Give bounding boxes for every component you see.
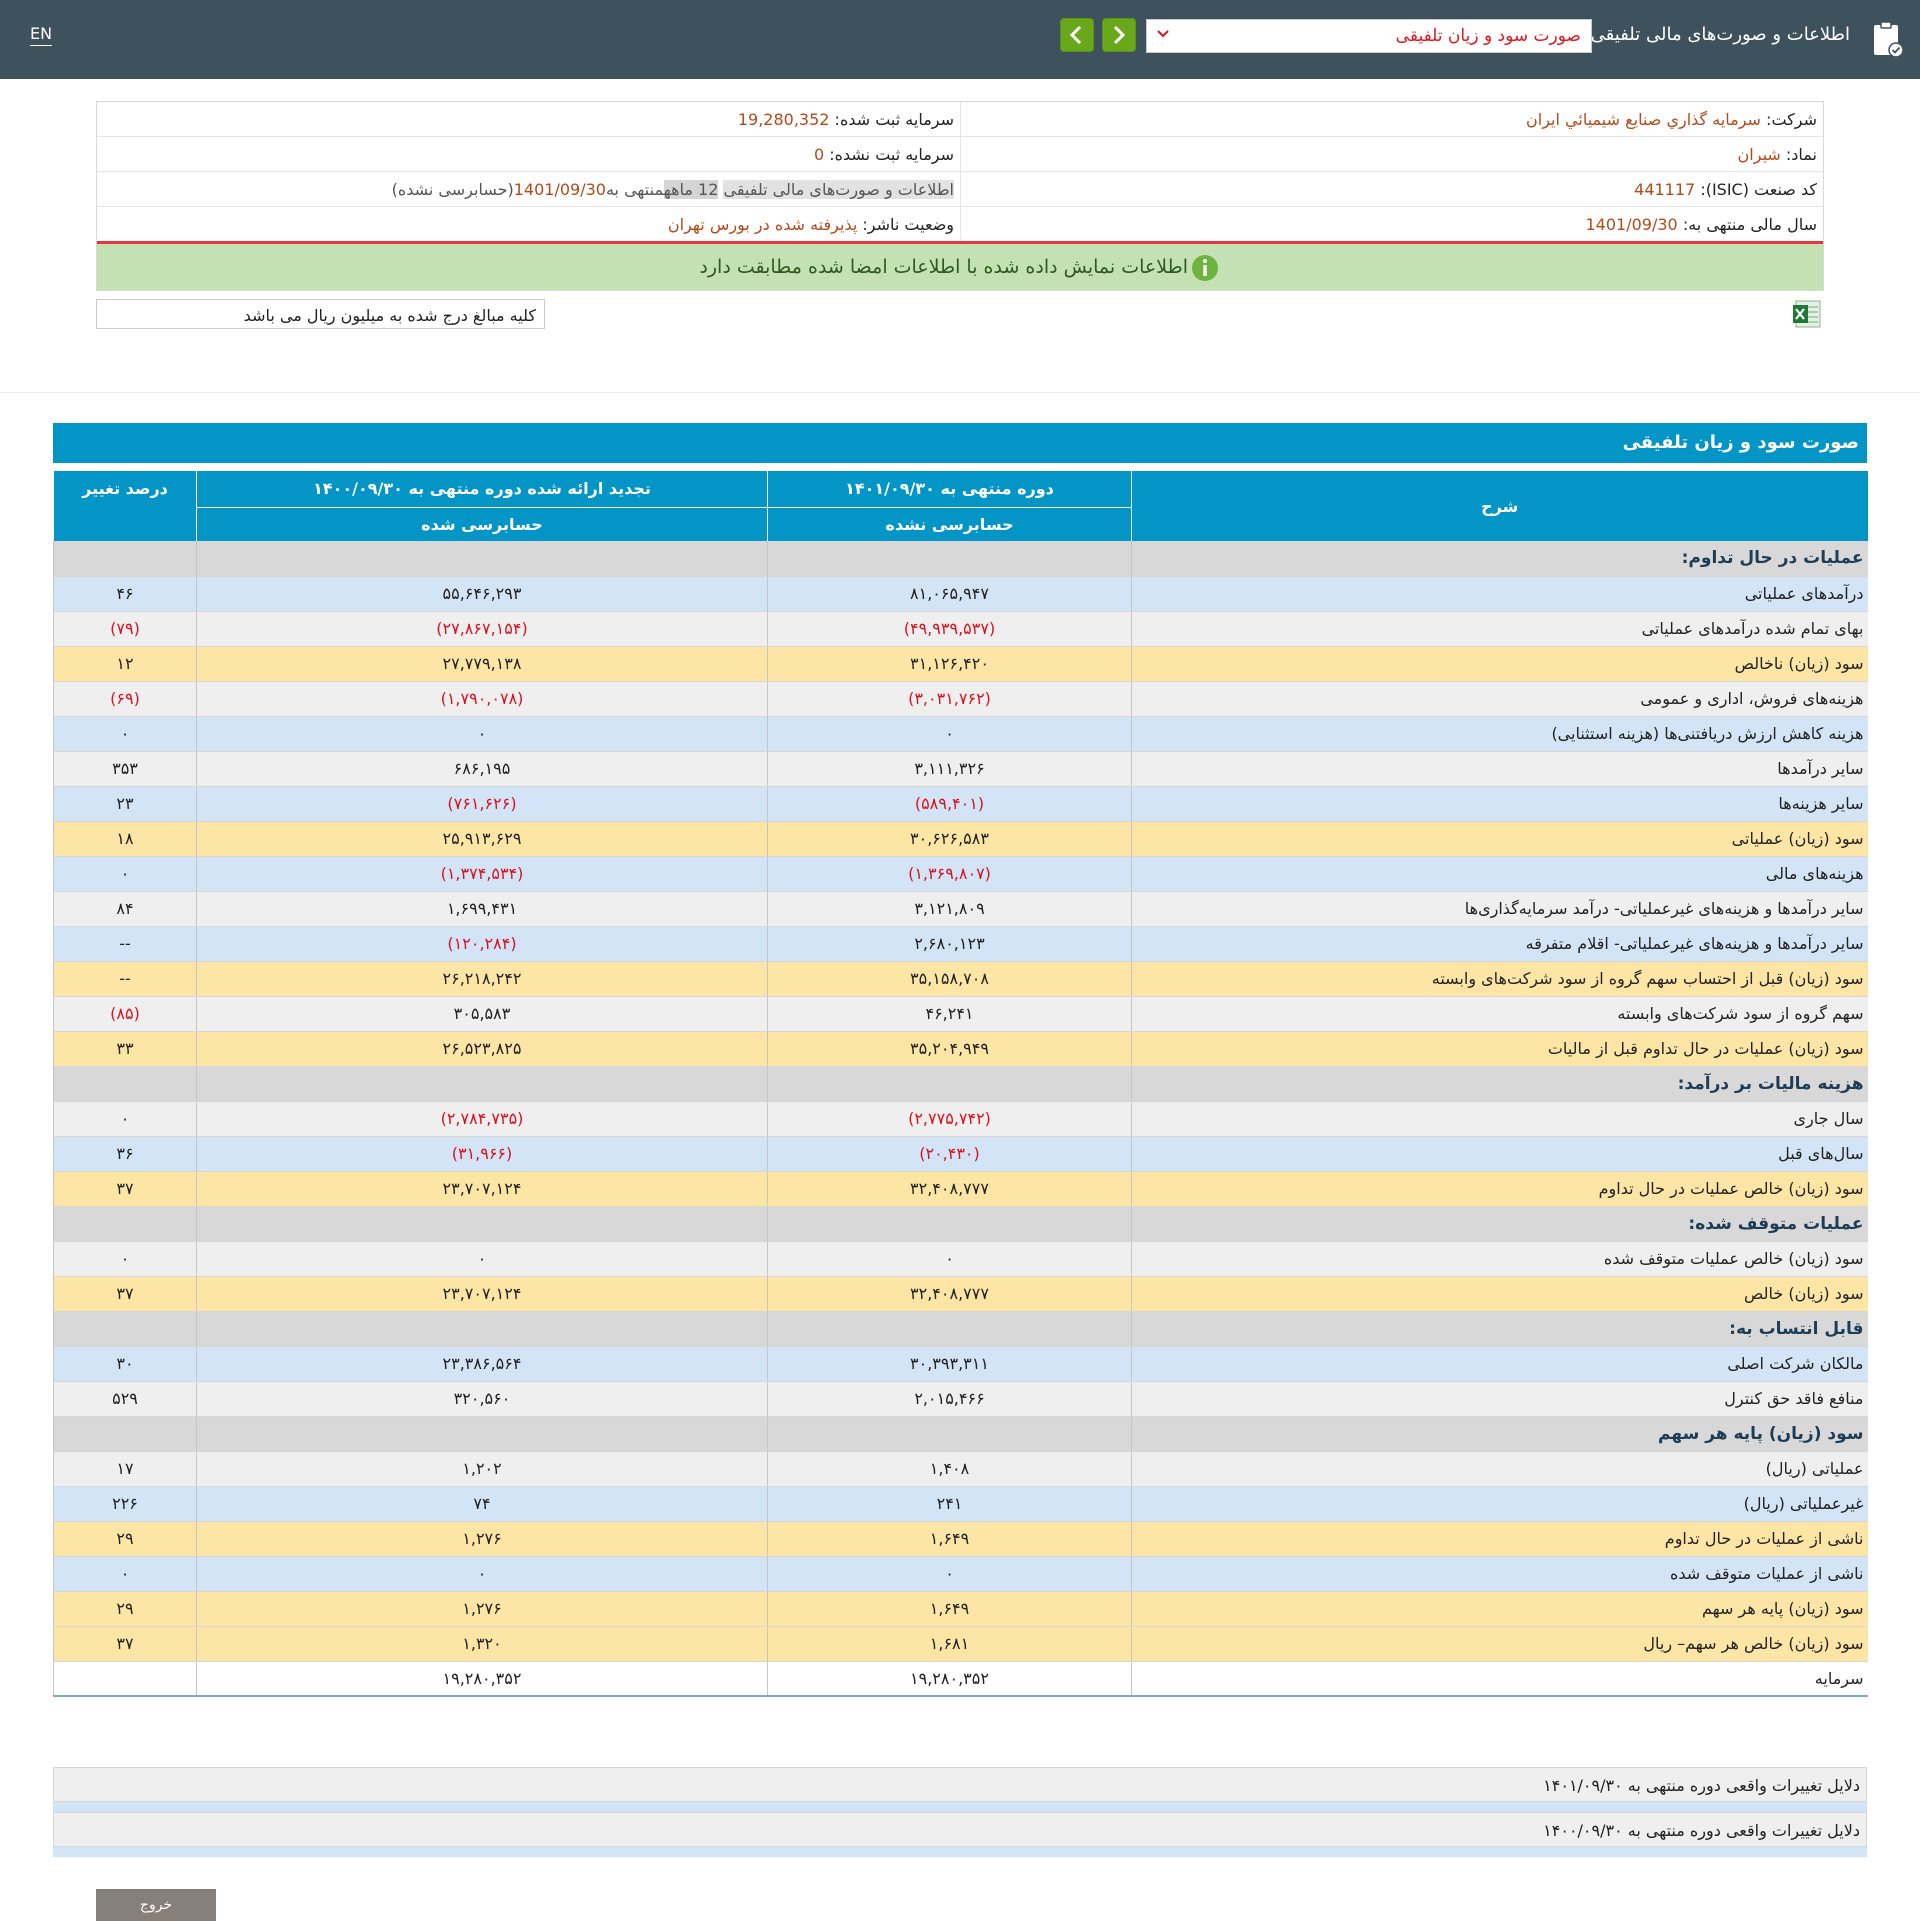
row-current-value: (۴۹,۹۳۹,۵۳۷) (768, 611, 1132, 646)
row-current-value: ۰ (768, 1556, 1132, 1591)
row-change-percent: ۵۲۹ (54, 1381, 197, 1416)
row-current-value: ۱۹,۲۸۰,۳۵۲ (768, 1661, 1132, 1696)
row-prior-value: ۶۸۶,۱۹۵ (197, 751, 768, 786)
table-row (54, 1451, 1868, 1486)
row-prior-value: ۱,۲۰۲ (197, 1451, 768, 1486)
row-current-value: (۳,۰۳۱,۷۶۲) (768, 681, 1132, 716)
row-desc: درآمدهای عملیاتی (1132, 576, 1868, 611)
info-row (97, 172, 1823, 207)
registered-capital-wrap (738, 110, 954, 129)
header-change: درصد تغییر (54, 471, 197, 541)
row-prior-value: ۳۲۰,۵۶۰ (197, 1381, 768, 1416)
report-type-select[interactable] (1146, 19, 1592, 53)
row-prior-value: ۰ (197, 1241, 768, 1276)
row-desc: سود (زیان) قبل از احتساب سهم گروه از سود شرکت‌های وابسته (1132, 961, 1868, 996)
row-desc: ناشی از عملیات در حال تداوم (1132, 1521, 1868, 1556)
row-current-value: ۱,۶۴۹ (768, 1521, 1132, 1556)
company-value[interactable]: سرمايه گذاري صنايع شيميائي ايران (1526, 110, 1761, 129)
report-description-cell (97, 172, 960, 206)
row-current-value (768, 1206, 1132, 1241)
table-title: صورت سود و زیان تلفیقی (1622, 432, 1859, 453)
unit-note: کلیه مبالغ درج شده به میلیون ریال می باشد (243, 306, 536, 325)
row-change-percent: (۷۹) (54, 611, 197, 646)
company-label-wrap (1526, 110, 1817, 129)
chevron-right-icon (1110, 25, 1128, 45)
row-desc: سود (زیان) خالص هر سهم– ریال (1132, 1626, 1868, 1661)
row-desc: سال جاری (1132, 1101, 1868, 1136)
info-row (97, 137, 1823, 172)
row-desc: عملیات متوقف شده: (1132, 1206, 1868, 1241)
signature-match-text: اطلاعات نمایش داده شده با اطلاعات امضا شده مطابقت دارد (699, 256, 1188, 278)
row-change-percent (54, 1416, 197, 1451)
isic-value: 441117 (1634, 180, 1696, 199)
isic-label: کد صنعت (ISIC): (1700, 180, 1817, 199)
row-prior-value: ۲۶,۵۲۳,۸۲۵ (197, 1031, 768, 1066)
income-statement-table (53, 471, 1868, 1697)
reason-current-row (53, 1767, 1867, 1802)
table-row (54, 611, 1868, 646)
info-row (97, 102, 1823, 137)
header-current: دوره منتهی به ۱۴۰۱/۰۹/۳۰ (768, 471, 1132, 507)
table-row (54, 1661, 1868, 1696)
header-desc: شرح (1132, 471, 1868, 541)
company-label: شرکت: (1766, 110, 1817, 129)
row-current-value: ۳,۱۲۱,۸۰۹ (768, 891, 1132, 926)
row-change-percent: (۶۹) (54, 681, 197, 716)
table-row (54, 1101, 1868, 1136)
row-desc: قابل انتساب به: (1132, 1311, 1868, 1346)
table-row (54, 856, 1868, 891)
report-type-selected: صورت سود و زیان تلفیقی (1395, 26, 1581, 46)
row-desc: هزینه‌های مالی (1132, 856, 1868, 891)
header-current-status: حسابرسی نشده (768, 507, 1132, 541)
row-change-percent (54, 541, 197, 576)
registered-capital-label: سرمایه ثبت شده: (834, 110, 954, 129)
company-cell (960, 102, 1823, 136)
signature-match-banner (97, 244, 1823, 290)
table-row (54, 891, 1868, 926)
row-desc: عملیات در حال تداوم: (1132, 541, 1868, 576)
header-prior: تجدید ارائه شده دوره منتهی به ۱۴۰۰/۰۹/۳۰ (197, 471, 768, 507)
row-current-value: ۳,۱۱۱,۳۲۶ (768, 751, 1132, 786)
header-prior-status: حسابرسی شده (197, 507, 768, 541)
section-header-row (54, 541, 1868, 576)
fiscal-year-cell (960, 207, 1823, 241)
row-prior-value: ۱,۲۷۶ (197, 1521, 768, 1556)
row-desc: سهم گروه از سود شرکت‌های وابسته (1132, 996, 1868, 1031)
row-current-value: (۵۸۹,۴۰۱) (768, 786, 1132, 821)
row-prior-value: ۱,۳۲۰ (197, 1626, 768, 1661)
section-header-row (54, 1206, 1868, 1241)
table-row (54, 1276, 1868, 1311)
row-desc: سایر درآمدها (1132, 751, 1868, 786)
table-body (54, 541, 1868, 1696)
row-change-percent: ۳۵۳ (54, 751, 197, 786)
report-desc-status: (حسابرسی نشده) (391, 180, 514, 199)
table-row (54, 1556, 1868, 1591)
row-desc: سود (زیان) خالص عملیات متوقف شده (1132, 1241, 1868, 1276)
row-change-percent: -- (54, 961, 197, 996)
row-change-percent: ۰ (54, 1556, 197, 1591)
row-change-percent: ۱۷ (54, 1451, 197, 1486)
isic-cell (960, 172, 1823, 206)
table-row (54, 646, 1868, 681)
row-prior-value: (۳۱,۹۶۶) (197, 1136, 768, 1171)
row-prior-value (197, 1416, 768, 1451)
table-row (54, 821, 1868, 856)
unregistered-capital-value: 0 (813, 145, 825, 164)
reason-current-body (53, 1802, 1867, 1812)
row-desc: هزینه مالیات بر درآمد: (1132, 1066, 1868, 1101)
row-change-percent: ۱۲ (54, 646, 197, 681)
reason-prior-body (53, 1847, 1867, 1857)
row-desc: سود (زیان) ناخالص (1132, 646, 1868, 681)
row-change-percent: ۲۲۶ (54, 1486, 197, 1521)
reason-prior-row (53, 1812, 1867, 1847)
row-prior-value: ۲۳,۷۰۷,۱۲۴ (197, 1171, 768, 1206)
row-prior-value: ۵۵,۶۴۶,۲۹۳ (197, 576, 768, 611)
row-prior-value: (۷۶۱,۶۲۶) (197, 786, 768, 821)
table-row (54, 716, 1868, 751)
row-desc: سرمایه (1132, 1661, 1868, 1696)
row-current-value: ۱,۴۰۸ (768, 1451, 1132, 1486)
row-current-value: (۱,۳۶۹,۸۰۷) (768, 856, 1132, 891)
row-desc: سود (زیان) پایه هر سهم (1132, 1591, 1868, 1626)
row-prior-value (197, 1311, 768, 1346)
row-prior-value: ۱,۶۹۹,۴۳۱ (197, 891, 768, 926)
table-row (54, 786, 1868, 821)
row-change-percent (54, 1311, 197, 1346)
row-desc: مالکان شرکت اصلی (1132, 1346, 1868, 1381)
reason-prior: دلایل تغییرات واقعی دوره منتهی به ۱۴۰۰/۰۹/۳۰ (1543, 1821, 1860, 1840)
row-current-value (768, 1416, 1132, 1451)
row-change-percent: ۳۶ (54, 1136, 197, 1171)
fiscal-year-value: 1401/09/30 (1585, 215, 1678, 234)
row-current-value: ۲۴۱ (768, 1486, 1132, 1521)
row-desc: منافع فاقد حق کنترل (1132, 1381, 1868, 1416)
row-prior-value: (۲,۷۸۴,۷۳۵) (197, 1101, 768, 1136)
table-row (54, 1241, 1868, 1276)
registered-capital-cell (97, 102, 960, 136)
publisher-status-value: پذیرفته شده در بورس تهران (667, 215, 858, 234)
table-row (54, 1381, 1868, 1416)
row-prior-value: (۱۲۰,۲۸۴) (197, 926, 768, 961)
unregistered-capital-wrap (814, 145, 954, 164)
row-current-value: (۲۰,۴۳۰) (768, 1136, 1132, 1171)
symbol-label: نماد: (1785, 145, 1817, 164)
row-current-value: (۲,۷۷۵,۷۴۲) (768, 1101, 1132, 1136)
row-current-value: ۲,۰۱۵,۴۶۶ (768, 1381, 1132, 1416)
publisher-status-cell (97, 207, 960, 241)
row-current-value: ۲,۶۸۰,۱۲۳ (768, 926, 1132, 961)
symbol-value[interactable]: شيران (1737, 145, 1781, 164)
row-desc: هزینه کاهش ارزش دریافتنی‌ها (هزینه استثنایی) (1132, 716, 1868, 751)
row-change-percent: ۲۹ (54, 1591, 197, 1626)
publisher-status-label: وضعیت ناشر: (862, 215, 954, 234)
row-prior-value (197, 1066, 768, 1101)
reason-current: دلایل تغییرات واقعی دوره منتهی به ۱۴۰۱/۰۹/۳۰ (1543, 1776, 1860, 1795)
row-change-percent: ۲۳ (54, 786, 197, 821)
exit-button[interactable]: خروج (96, 1889, 216, 1921)
clipboard-check-icon (1872, 20, 1904, 58)
row-change-percent: ۳۰ (54, 1346, 197, 1381)
table-row (54, 1346, 1868, 1381)
row-prior-value: ۲۶,۲۱۸,۲۴۲ (197, 961, 768, 996)
row-change-percent: ۰ (54, 1101, 197, 1136)
report-desc-b: 12 ماهه (663, 180, 719, 199)
symbol-cell (960, 137, 1823, 171)
row-change-percent (54, 1066, 197, 1101)
isic-wrap (1634, 180, 1817, 199)
company-info-box (96, 101, 1824, 291)
report-description (392, 180, 954, 199)
row-change-percent: ۳۷ (54, 1276, 197, 1311)
prev-report-button[interactable] (1060, 18, 1094, 52)
row-change-percent: ۴۶ (54, 576, 197, 611)
row-prior-value: ۲۳,۷۰۷,۱۲۴ (197, 1276, 768, 1311)
row-prior-value: ۰ (197, 716, 768, 751)
top-bar (0, 0, 1920, 79)
row-prior-value: ۲۷,۷۷۹,۱۳۸ (197, 646, 768, 681)
row-current-value: ۳۰,۶۲۶,۵۸۳ (768, 821, 1132, 856)
row-current-value: ۰ (768, 716, 1132, 751)
report-desc-a: اطلاعات و صورت‌های مالی تلفیقی (723, 180, 954, 199)
row-desc: غیرعملیاتی (ریال) (1132, 1486, 1868, 1521)
row-change-percent: (۸۵) (54, 996, 197, 1031)
report-desc-c: منتهی به (605, 180, 664, 199)
row-desc: سود (زیان) خالص عملیات در حال تداوم (1132, 1171, 1868, 1206)
info-row (97, 207, 1823, 241)
row-change-percent: ۰ (54, 1241, 197, 1276)
symbol-wrap (1738, 145, 1817, 164)
row-current-value (768, 541, 1132, 576)
fiscal-year-wrap (1586, 215, 1818, 234)
row-prior-value (197, 541, 768, 576)
spacer (53, 463, 1867, 471)
table-row (54, 576, 1868, 611)
chevron-down-icon (1155, 26, 1171, 42)
row-change-percent: ۳۷ (54, 1171, 197, 1206)
row-current-value: ۳۱,۱۲۶,۴۲۰ (768, 646, 1132, 681)
registered-capital-value: 19,280,352 (737, 110, 830, 129)
table-row (54, 1486, 1868, 1521)
table-title-bar (53, 423, 1867, 463)
row-desc: هزینه‌های فروش، اداری و عمومی (1132, 681, 1868, 716)
row-prior-value: ۷۴ (197, 1486, 768, 1521)
row-desc: سود (زیان) پایه هر سهم (1132, 1416, 1868, 1451)
row-current-value: ۱,۶۴۹ (768, 1591, 1132, 1626)
row-current-value: ۳۵,۲۰۴,۹۴۹ (768, 1031, 1132, 1066)
row-current-value: ۳۵,۱۵۸,۷۰۸ (768, 961, 1132, 996)
income-statement (53, 423, 1867, 1697)
row-prior-value: ۲۵,۹۱۳,۶۲۹ (197, 821, 768, 856)
page-title: اطلاعات و صورت‌های مالی تلفیقی (1590, 24, 1850, 45)
row-change-percent (54, 1206, 197, 1241)
row-current-value: ۱,۶۸۱ (768, 1626, 1132, 1661)
section-header-row (54, 1311, 1868, 1346)
row-desc: سود (زیان) عملیات در حال تداوم قبل از مالیات (1132, 1031, 1868, 1066)
row-prior-value: ۲۳,۳۸۶,۵۶۴ (197, 1346, 768, 1381)
row-desc: سایر هزینه‌ها (1132, 786, 1868, 821)
row-change-percent: ۰ (54, 856, 197, 891)
row-change-percent: ۲۹ (54, 1521, 197, 1556)
table-row (54, 1521, 1868, 1556)
fiscal-year-label: سال مالی منتهی به: (1682, 215, 1817, 234)
row-current-value (768, 1066, 1132, 1101)
row-change-percent: ۱۸ (54, 821, 197, 856)
unregistered-capital-cell (97, 137, 960, 171)
row-desc: بهای تمام شده درآمدهای عملیاتی (1132, 611, 1868, 646)
report-desc-date: 1401/09/30 (513, 180, 606, 199)
publisher-status-wrap (668, 215, 954, 234)
row-desc: سود (زیان) عملیاتی (1132, 821, 1868, 856)
table-row (54, 1626, 1868, 1661)
language-toggle[interactable]: EN (30, 24, 52, 46)
row-change-percent (54, 1661, 197, 1696)
section-header-row (54, 1066, 1868, 1101)
row-prior-value: (۱,۳۷۴,۵۳۴) (197, 856, 768, 891)
table-row (54, 961, 1868, 996)
table-row (54, 926, 1868, 961)
row-prior-value (197, 1206, 768, 1241)
section-header-row (54, 1416, 1868, 1451)
row-change-percent: ۰ (54, 716, 197, 751)
row-prior-value: ۱,۲۷۶ (197, 1591, 768, 1626)
row-desc: سال‌های قبل (1132, 1136, 1868, 1171)
row-change-percent: ۳۳ (54, 1031, 197, 1066)
unregistered-capital-label: سرمایه ثبت نشده: (829, 145, 954, 164)
row-current-value: ۰ (768, 1241, 1132, 1276)
row-current-value: ۳۲,۴۰۸,۷۷۷ (768, 1171, 1132, 1206)
row-prior-value: ۱۹,۲۸۰,۳۵۲ (197, 1661, 768, 1696)
table-row (54, 996, 1868, 1031)
row-prior-value: ۳۰۵,۵۸۳ (197, 996, 768, 1031)
row-desc: ناشی از عملیات متوقف شده (1132, 1556, 1868, 1591)
table-row (54, 1591, 1868, 1626)
row-current-value: ۴۶,۲۴۱ (768, 996, 1132, 1031)
row-current-value: ۸۱,۰۶۵,۹۴۷ (768, 576, 1132, 611)
excel-icon[interactable] (1792, 299, 1822, 329)
row-desc: عملیاتی (ریال) (1132, 1451, 1868, 1486)
table-row (54, 1171, 1868, 1206)
row-current-value: ۳۰,۳۹۳,۳۱۱ (768, 1346, 1132, 1381)
row-change-percent: -- (54, 926, 197, 961)
table-row (54, 681, 1868, 716)
row-current-value: ۳۲,۴۰۸,۷۷۷ (768, 1276, 1132, 1311)
table-row (54, 1136, 1868, 1171)
unit-note-box (96, 299, 545, 329)
row-prior-value: (۱,۷۹۰,۰۷۸) (197, 681, 768, 716)
chevron-left-icon (1068, 25, 1086, 45)
row-desc: سود (زیان) خالص (1132, 1276, 1868, 1311)
row-change-percent: ۳۷ (54, 1626, 197, 1661)
row-prior-value: ۰ (197, 1556, 768, 1591)
row-desc: سایر درآمدها و هزینه‌های غیرعملیاتی- درآمد سرمایه‌گذاری‌ها (1132, 891, 1868, 926)
next-report-button[interactable] (1102, 18, 1136, 52)
table-row (54, 1031, 1868, 1066)
table-row (54, 751, 1868, 786)
row-desc: سایر درآمدها و هزینه‌های غیرعملیاتی- اقلام متفرقه (1132, 926, 1868, 961)
info-icon (1191, 254, 1219, 282)
divider (0, 392, 1920, 393)
row-current-value (768, 1311, 1132, 1346)
row-change-percent: ۸۴ (54, 891, 197, 926)
row-prior-value: (۲۷,۸۶۷,۱۵۴) (197, 611, 768, 646)
